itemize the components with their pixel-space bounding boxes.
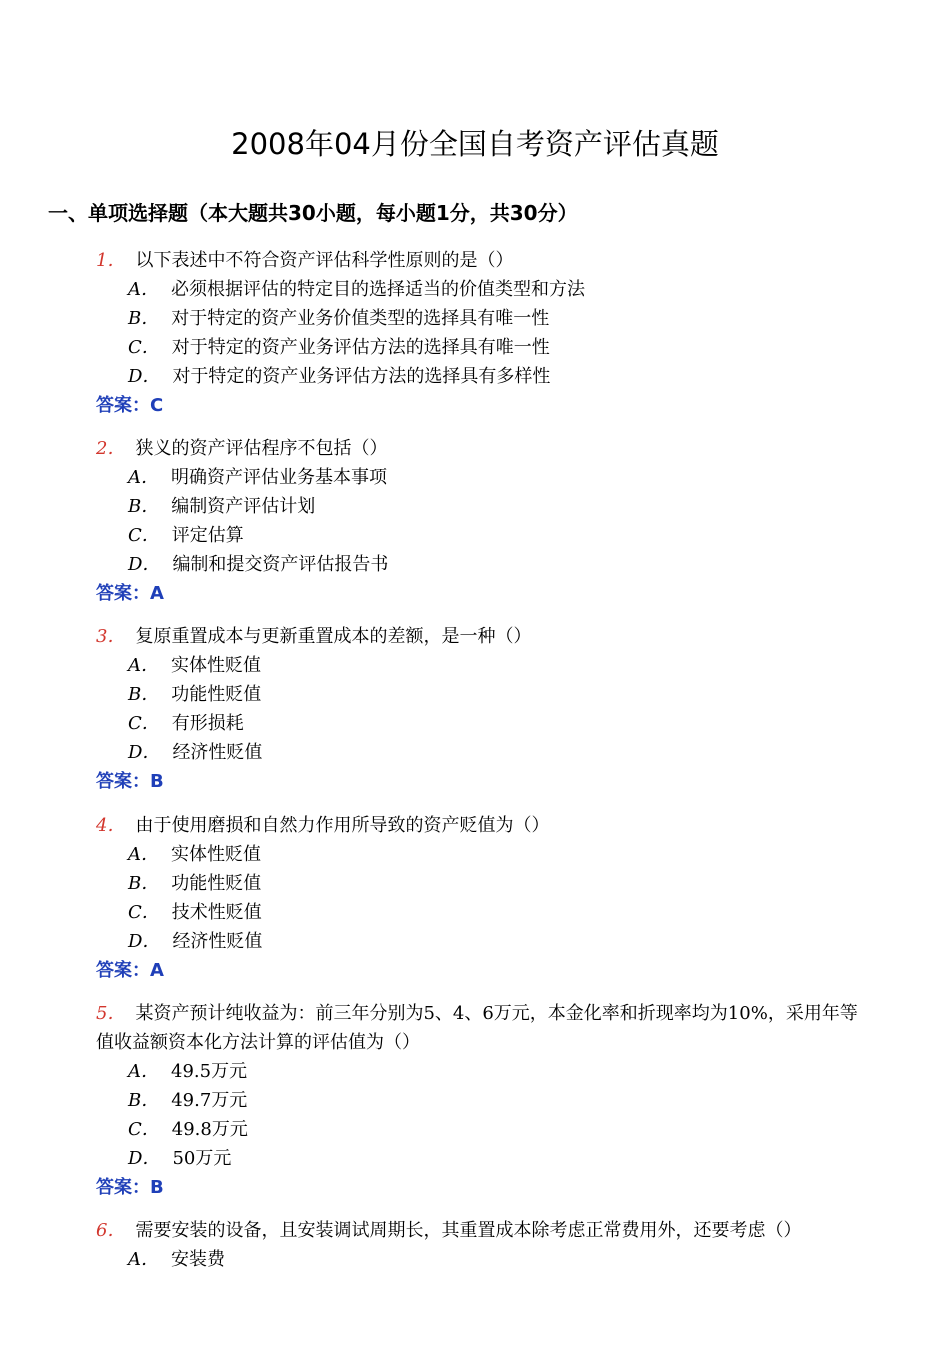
- answer-label: 答案：: [96, 583, 150, 604]
- option-d: [96, 738, 896, 767]
- option-d: [96, 1144, 896, 1173]
- option-b: [96, 492, 896, 521]
- answer-value: B: [150, 771, 164, 792]
- answer-value: B: [150, 1177, 164, 1198]
- option-c: [96, 521, 896, 550]
- option-a: [96, 1245, 896, 1274]
- question-3: [96, 622, 896, 796]
- option-letter: D．: [128, 554, 161, 575]
- question-text: 由于使用磨损和自然力作用所导致的资产贬值为（）: [135, 815, 550, 836]
- option-a: [96, 840, 896, 869]
- option-letter: C．: [128, 713, 160, 734]
- question-4: [96, 811, 896, 985]
- answer-label: 答案：: [96, 771, 150, 792]
- option-d: [96, 550, 896, 579]
- option-text: 有形损耗: [171, 713, 244, 734]
- question-number: 3．: [96, 626, 126, 647]
- question-2: [96, 434, 896, 608]
- option-letter: B．: [128, 308, 160, 329]
- option-a: [96, 463, 896, 492]
- question-number: 5．: [96, 1003, 126, 1024]
- option-text: 编制和提交资产评估报告书: [172, 554, 389, 575]
- option-text: 功能性贬值: [171, 873, 262, 894]
- question-number: 2．: [96, 438, 126, 459]
- question-number: 6．: [96, 1220, 126, 1241]
- option-letter: B．: [128, 1090, 160, 1111]
- option-letter: A．: [128, 655, 159, 676]
- option-text: 对于特定的资产业务价值类型的选择具有唯一性: [171, 308, 550, 329]
- question-stem: [96, 1216, 896, 1245]
- answer-line: [96, 767, 896, 796]
- option-text: 经济性贬值: [172, 742, 263, 763]
- question-text: 以下表述中不符合资产评估科学性原则的是（）: [135, 250, 514, 271]
- option-text: 编制资产评估计划: [171, 496, 316, 517]
- answer-value: A: [150, 960, 164, 981]
- section-heading: 一、单项选择题（本大题共30小题，每小题1分，共30分）: [48, 201, 578, 225]
- option-letter: A．: [128, 844, 159, 865]
- answer-label: 答案：: [96, 1177, 150, 1198]
- option-b: [96, 1086, 896, 1115]
- option-text: 对于特定的资产业务评估方法的选择具有多样性: [172, 366, 551, 387]
- option-text: 对于特定的资产业务评估方法的选择具有唯一性: [171, 337, 550, 358]
- option-text: 实体性贬值: [171, 655, 261, 676]
- answer-label: 答案：: [96, 395, 150, 416]
- option-letter: B．: [128, 684, 160, 705]
- question-stem: [96, 246, 896, 275]
- question-stem: [96, 999, 896, 1028]
- option-letter: A．: [128, 1249, 159, 1270]
- answer-value: C: [150, 395, 164, 416]
- answer-label: 答案：: [96, 960, 150, 981]
- option-letter: B．: [128, 873, 160, 894]
- option-letter: A．: [128, 467, 159, 488]
- option-letter: A．: [128, 279, 159, 300]
- answer-value: A: [150, 583, 164, 604]
- option-text: 功能性贬值: [171, 684, 262, 705]
- question-number: 4．: [96, 815, 126, 836]
- option-b: [96, 304, 896, 333]
- question-5: [96, 999, 896, 1202]
- option-letter: A．: [128, 1061, 159, 1082]
- option-text: 实体性贬值: [171, 844, 261, 865]
- question-stem: [96, 811, 896, 840]
- option-text: 49.7万元: [171, 1090, 248, 1111]
- option-d: [96, 362, 896, 391]
- question-6: [96, 1216, 896, 1274]
- question-text: 某资产预计纯收益为：前三年分别为5、4、6万元，本金化率和折现率均为10%，采用年等: [135, 1003, 858, 1024]
- option-text: 49.5万元: [171, 1061, 248, 1082]
- option-text: 技术性贬值: [171, 902, 262, 923]
- option-d: [96, 927, 896, 956]
- option-a: [96, 1057, 896, 1086]
- answer-line: [96, 956, 896, 985]
- question-text: 狭义的资产评估程序不包括（）: [135, 438, 388, 459]
- question-text: 需要安装的设备，且安装调试周期长，其重置成本除考虑正常费用外，还要考虑（）: [135, 1220, 802, 1241]
- option-text: 经济性贬值: [172, 931, 263, 952]
- answer-line: [96, 1173, 896, 1202]
- option-text: 明确资产评估业务基本事项: [171, 467, 387, 488]
- option-letter: C．: [128, 337, 160, 358]
- question-text: 复原重置成本与更新重置成本的差额，是一种（）: [135, 626, 532, 647]
- option-letter: D．: [128, 931, 161, 952]
- option-letter: C．: [128, 902, 160, 923]
- question-stem: [96, 434, 896, 463]
- option-c: [96, 709, 896, 738]
- question-1: [96, 246, 896, 420]
- option-letter: C．: [128, 1119, 160, 1140]
- option-letter: D．: [128, 1148, 161, 1169]
- page-title: 2008年04月份全国自考资产评估真题: [231, 127, 719, 161]
- question-text-continued: 值收益额资本化方法计算的评估值为（）: [96, 1032, 420, 1053]
- answer-line: [96, 391, 896, 420]
- option-letter: B．: [128, 496, 160, 517]
- option-text: 必须根据评估的特定目的选择适当的价值类型和方法: [171, 279, 585, 300]
- option-letter: D．: [128, 366, 161, 387]
- option-c: [96, 333, 896, 362]
- option-a: [96, 651, 896, 680]
- question-number: 1．: [96, 250, 126, 271]
- option-text: 50万元: [172, 1148, 232, 1169]
- option-b: [96, 680, 896, 709]
- option-letter: C．: [128, 525, 160, 546]
- option-text: 评定估算: [171, 525, 244, 546]
- option-letter: D．: [128, 742, 161, 763]
- answer-line: [96, 579, 896, 608]
- option-b: [96, 869, 896, 898]
- option-text: 安装费: [171, 1249, 225, 1270]
- option-a: [96, 275, 896, 304]
- option-c: [96, 898, 896, 927]
- option-c: [96, 1115, 896, 1144]
- question-stem: [96, 622, 896, 651]
- option-text: 49.8万元: [171, 1119, 248, 1140]
